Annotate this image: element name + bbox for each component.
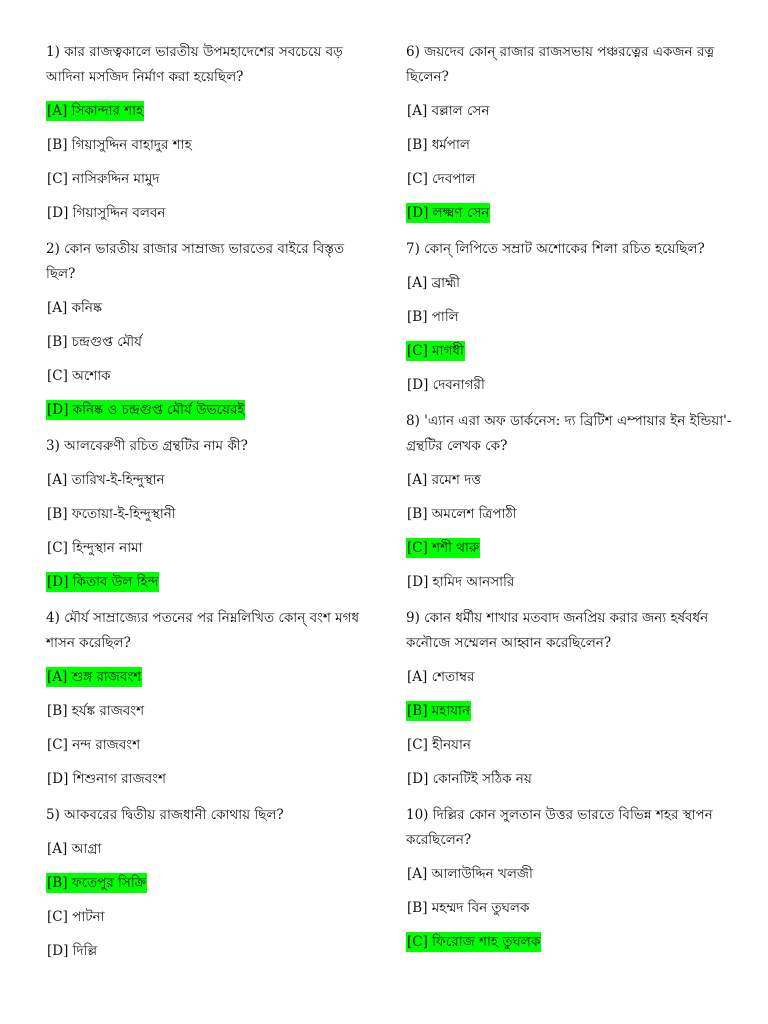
right-column xyxy=(406,40,736,966)
answer-option[interactable] xyxy=(46,767,364,792)
option-label: [C] হিন্দুস্থান নামা xyxy=(47,540,143,556)
answer-option[interactable] xyxy=(46,939,364,964)
question-block xyxy=(406,803,736,955)
question-text: 8) 'এ্যান এরা অফ ডার্কনেস: দ্য ব্রিটিশ এম্পায়ার ইন ইন্ডিয়া'- গ্রন্থটির লেখক কে? xyxy=(406,413,732,454)
question-block xyxy=(46,237,364,423)
question-text: 5) আকবরের দ্বিতীয় রাজধানী কোথায় ছিল? xyxy=(46,807,284,823)
answer-option-correct[interactable] xyxy=(46,398,364,423)
answer-option[interactable] xyxy=(406,99,736,124)
answer-option[interactable] xyxy=(406,468,736,493)
answer-option[interactable] xyxy=(46,296,364,321)
answer-option[interactable] xyxy=(406,305,736,330)
option-label: [A] বল্লাল সেন xyxy=(407,103,490,119)
answer-option[interactable] xyxy=(46,364,364,389)
answer-option[interactable] xyxy=(46,167,364,192)
question-block xyxy=(406,606,736,792)
answer-option[interactable] xyxy=(406,133,736,158)
answer-option[interactable] xyxy=(46,201,364,226)
answer-option[interactable] xyxy=(406,733,736,758)
question-text: 7) কোন্ লিপিতে সম্রাট অশোকের শিলা রচিত হয়েছিল? xyxy=(406,241,705,257)
question-block xyxy=(406,237,736,398)
answer-option[interactable] xyxy=(46,536,364,561)
answer-option[interactable] xyxy=(46,733,364,758)
answer-option-correct[interactable] xyxy=(406,201,736,226)
option-label: [A] রমেশ দত্ত xyxy=(407,472,481,488)
option-label: [D] শিশুনাগ রাজবংশ xyxy=(47,771,166,787)
option-label: [B] ফতোয়া-ই-হিন্দুস্থানী xyxy=(47,506,176,522)
question-block xyxy=(406,40,736,226)
answer-option[interactable] xyxy=(46,699,364,724)
answer-option-correct[interactable] xyxy=(46,665,364,690)
question-block xyxy=(46,606,364,792)
question-text: 10) দিল্লির কোন সুলতান উত্তর ভারতে বিভিন্ন শহর স্থাপন করেছিলেন? xyxy=(406,807,713,848)
answer-option[interactable] xyxy=(46,837,364,862)
answer-option-correct[interactable] xyxy=(406,536,736,561)
option-label: [A] ব্রাহ্মী xyxy=(407,275,460,291)
question-block xyxy=(406,409,736,595)
option-label: [C] হীনযান xyxy=(407,737,471,753)
option-label: [A] আগ্রা xyxy=(47,841,102,857)
answer-option-correct[interactable] xyxy=(46,871,364,896)
option-label: [A] সিকান্দার শাহ xyxy=(47,103,144,119)
option-label: [B] ধর্মপাল xyxy=(407,137,470,153)
answer-option[interactable] xyxy=(406,167,736,192)
option-label: [A] শুঙ্গ রাজবংশ xyxy=(47,669,142,685)
answer-option[interactable] xyxy=(46,905,364,930)
option-label: [B] মহম্মদ বিন তুঘলক xyxy=(407,900,530,916)
answer-option[interactable] xyxy=(406,767,736,792)
option-label: [A] আলাউদ্দিন খলজী xyxy=(407,866,533,882)
option-label: [A] কনিষ্ক xyxy=(47,300,102,316)
answer-option-correct[interactable] xyxy=(406,930,736,955)
option-label: [B] গিয়াসুদ্দিন বাহাদুর শাহ xyxy=(47,137,192,153)
answer-option-correct[interactable] xyxy=(46,570,364,595)
option-label: [B] চন্দ্রগুপ্ত মৌর্য xyxy=(47,334,142,350)
answer-option[interactable] xyxy=(406,570,736,595)
option-label: [A] তারিখ-ই-হিন্দুস্থান xyxy=(47,472,165,488)
option-label: [D] লক্ষ্মণ সেন xyxy=(407,205,490,221)
answer-option[interactable] xyxy=(406,896,736,921)
answer-option[interactable] xyxy=(406,502,736,527)
option-label: [B] পালি xyxy=(407,309,459,325)
answer-option-correct[interactable] xyxy=(46,99,364,124)
option-label: [B] হর্যঙ্ক রাজবংশ xyxy=(47,703,145,719)
answer-option[interactable] xyxy=(46,502,364,527)
question-block xyxy=(46,434,364,595)
option-label: [A] শেতাম্বর xyxy=(407,669,475,685)
option-label: [D] গিয়াসুদ্দিন বলবন xyxy=(47,205,166,221)
option-label: [D] হামিদ আনসারি xyxy=(407,574,515,590)
answer-option[interactable] xyxy=(406,271,736,296)
answer-option-correct[interactable] xyxy=(406,699,736,724)
option-label: [D] দেবনাগরী xyxy=(407,377,485,393)
question-text: 1) কার রাজত্বকালে ভারতীয় উপমহাদেশের সবচেয়ে বড় আদিনা মসজিদ নির্মাণ করা হয়েছিল? xyxy=(46,44,343,85)
question-text: 6) জয়দেব কোন্ রাজার রাজসভায় পঞ্চরত্নের একজন রত্ন ছিলেন? xyxy=(406,44,715,85)
answer-option[interactable] xyxy=(46,133,364,158)
option-label: [C] অশোক xyxy=(47,368,111,384)
option-label: [D] কিতাব উল হিন্দ xyxy=(47,574,159,590)
option-label: [C] দেবপাল xyxy=(407,171,476,187)
option-label: [B] ফতেপুর সিক্রি xyxy=(47,875,146,891)
answer-option-correct[interactable] xyxy=(406,339,736,364)
option-label: [D] কনিষ্ক ও চন্দ্রগুপ্ত মৌর্য উভয়েরই xyxy=(47,402,245,418)
option-label: [C] পাটনা xyxy=(47,909,105,925)
question-text: 3) আলবেরুণী রচিত গ্রন্থটির নাম কী? xyxy=(46,438,248,454)
option-label: [C] নন্দ রাজবংশ xyxy=(47,737,141,753)
option-label: [B] মহাযান xyxy=(407,703,470,719)
answer-option[interactable] xyxy=(406,862,736,887)
answer-option[interactable] xyxy=(406,373,736,398)
question-block xyxy=(46,40,364,226)
question-text: 2) কোন ভারতীয় রাজার সাম্রাজ্য ভারতের বাইরে বিস্তৃত ছিল? xyxy=(46,241,345,282)
option-label: [C] শশী থারু xyxy=(407,540,480,556)
option-label: [B] অমলেশ ত্রিপাঠী xyxy=(407,506,517,522)
question-block xyxy=(46,803,364,964)
option-label: [C] মাগধী xyxy=(407,343,464,359)
question-text: 4) মৌর্য সাম্রাজ্যের পতনের পর নিম্নলিখিত কোন্ বংশ মগধ শাসন করেছিল? xyxy=(46,610,360,651)
question-text: 9) কোন ধর্মীয় শাখার মতবাদ জনপ্রিয় করার জন্য হর্ষবর্ধন কনৌজে সম্মেলন আহ্বান করেছিলেন? xyxy=(406,610,709,651)
option-label: [D] দিল্লি xyxy=(47,943,98,959)
option-label: [C] ফিরোজ শাহ তুঘলক xyxy=(407,934,541,950)
option-label: [D] কোনটিই সঠিক নয় xyxy=(407,771,532,787)
option-label: [C] নাসিরুদ্দিন মামুদ xyxy=(47,171,160,187)
left-column xyxy=(46,40,364,975)
answer-option[interactable] xyxy=(46,330,364,355)
answer-option[interactable] xyxy=(406,665,736,690)
answer-option[interactable] xyxy=(46,468,364,493)
